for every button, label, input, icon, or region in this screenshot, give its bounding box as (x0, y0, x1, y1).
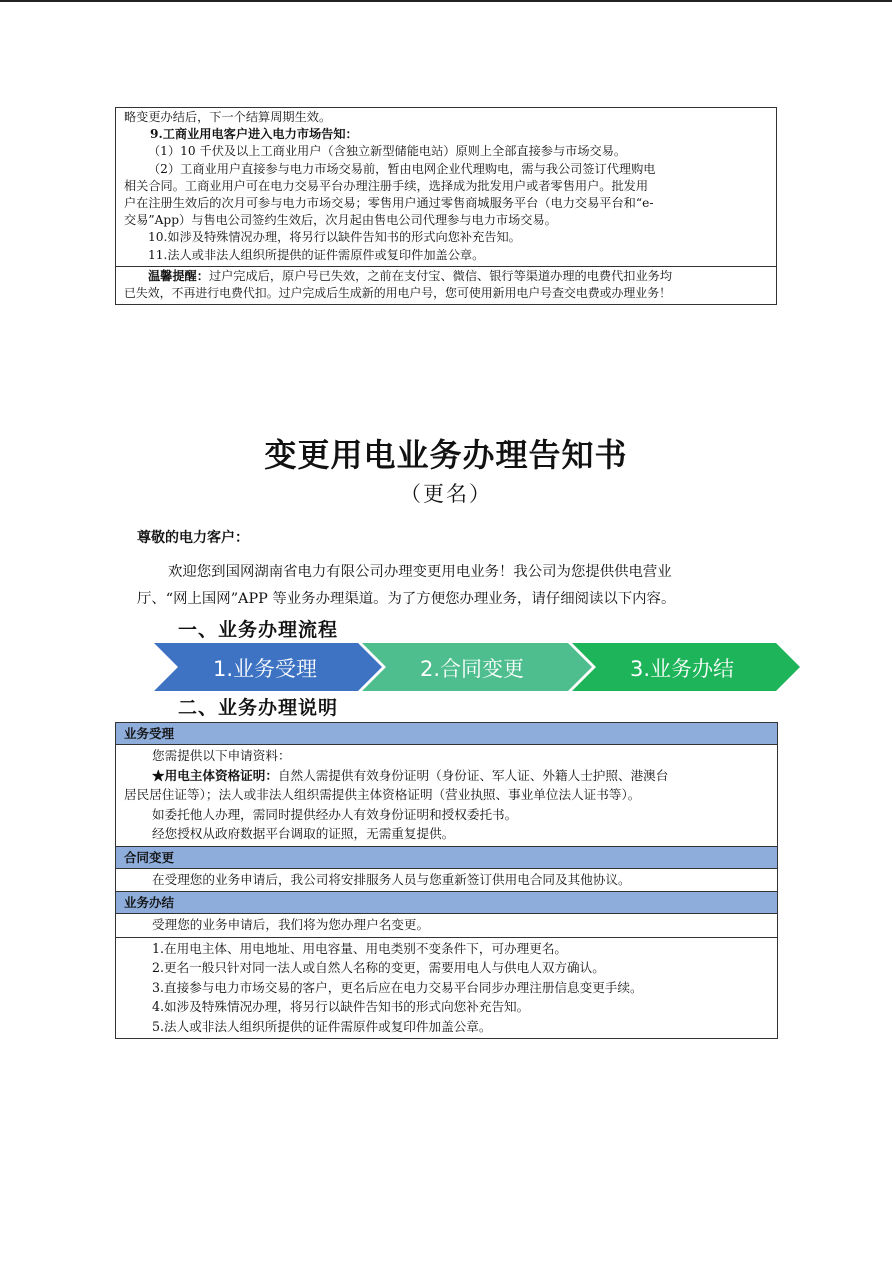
acceptance-line: 如委托他人办理，需同时提供经办人有效身份证明和授权委托书。 (152, 806, 518, 822)
acceptance-line: 居民居住证等）；法人或非法人组织需提供主体资格证明（营业执照、事业单位法人证书等）。 (124, 787, 641, 802)
step-label-2: 2.合同变更 (420, 657, 525, 681)
previous-notice-table (115, 107, 777, 305)
warm-tip-label: 温馨提醒： (148, 268, 209, 283)
notice-line: （1）10 千伏及以上工商业用户（含独立新型储能电站）原则上全部直接参与市场交易。 (148, 144, 627, 159)
notice-line: 略变更办结后，下一个结算周期生效。 (124, 110, 332, 124)
notice-line: 10.如涉及特殊情况办理，将另行以缺件告知书的形式向您补充告知。 (148, 230, 521, 245)
step-label-3: 3.业务办结 (630, 657, 735, 681)
warm-tip-text: 过户完成后，原户号已失效，之前在支付宝、微信、银行等渠道办理的电费代扣业务均 (208, 268, 673, 283)
contract-line: 在受理您的业务申请后，我公司将安排服务人员与您重新签订供用电合同及其他协议。 (152, 871, 631, 887)
notice-heading-9: 9.工商业用电客户进入电力市场告知： (150, 127, 358, 142)
notes-content (116, 937, 777, 1039)
contract-content (116, 869, 777, 892)
acceptance-line: 您需提供以下申请资料： (152, 748, 291, 763)
header-complete: 业务办结 (116, 891, 777, 914)
note-item: 3.直接参与电力市场交易的客户，更名后应在电力交易平台同步办理注册信息变更手续。 (152, 979, 643, 995)
intro-line: 厅、“网上国网”APP 等业务办理渠道。为了方便您办理业务，请仔细阅读以下内容。 (137, 591, 676, 607)
subject-qualification-label: ★用电主体资格证明： (152, 767, 278, 783)
acceptance-content (116, 745, 777, 846)
warm-tip (116, 266, 776, 304)
complete-line: 受理您的业务申请后，我们将为您办理户名变更。 (152, 917, 430, 932)
note-item: 2.更名一般只针对同一法人或自然人名称的变更，需要用电人与供电人双方确认。 (152, 960, 605, 975)
acceptance-line: 经您授权从政府数据平台调取的证照，无需重复提供。 (152, 826, 455, 841)
business-explanation-table (115, 722, 778, 1039)
note-item: 4.如涉及特殊情况办理，将另行以缺件告知书的形式向您补充告知。 (152, 999, 530, 1014)
warm-tip-text: 已失效，不再进行电费代扣。过户完成后生成新的用电户号，您可使用新用电户号查交电费或办理业务！ (124, 286, 671, 301)
acceptance-line: 自然人需提供有效身份证明（身份证、军人证、外籍人士护照、港澳台 (277, 767, 669, 783)
notice-line: 交易”App）与售电公司签约生效后，次月起由售电公司代理参与电力市场交易。 (124, 213, 557, 228)
notice-line: 相关合同。工商业用户可在电力交易平台办理注册手续，选择成为批发用户或者零售用户。批发用 (124, 178, 649, 193)
process-flow (150, 641, 802, 693)
section-heading-process: 一、业务办理流程 (178, 619, 339, 641)
page-subtitle: （更名） (400, 482, 492, 506)
section-heading-explain: 二、业务办理说明 (178, 697, 339, 719)
notice-line: 户在注册生效后的次月可参与电力市场交易；零售用户通过零售商城服务平台（电力交易平台和“e- (124, 196, 654, 211)
intro-line: 欢迎您到国网湖南省电力有限公司办理变更用电业务！我公司为您提供供电营业 (168, 564, 672, 580)
step-label-1: 1.业务受理 (213, 657, 318, 681)
page-title: 变更用电业务办理告知书 (264, 436, 628, 474)
header-acceptance: 业务受理 (116, 723, 777, 745)
page-top-border (0, 0, 892, 2)
note-item: 1.在用电主体、用电地址、用电容量、用电类别不变条件下，可办理更名。 (152, 940, 568, 956)
greeting: 尊敬的电力客户： (137, 530, 249, 546)
notice-line: 11.法人或非法人组织所提供的证件需原件或复印件加盖公章。 (148, 247, 485, 262)
intro-paragraph (137, 559, 762, 613)
note-item: 5.法人或非法人组织所提供的证件需原件或复印件加盖公章。 (152, 1018, 492, 1034)
previous-notice-body (116, 108, 776, 266)
notice-line: （2）工商业用户直接参与电力市场交易前，暂由电网企业代理购电，需与我公司签订代理购电 (148, 161, 656, 176)
header-contract: 合同变更 (116, 846, 777, 869)
complete-content (116, 914, 777, 937)
